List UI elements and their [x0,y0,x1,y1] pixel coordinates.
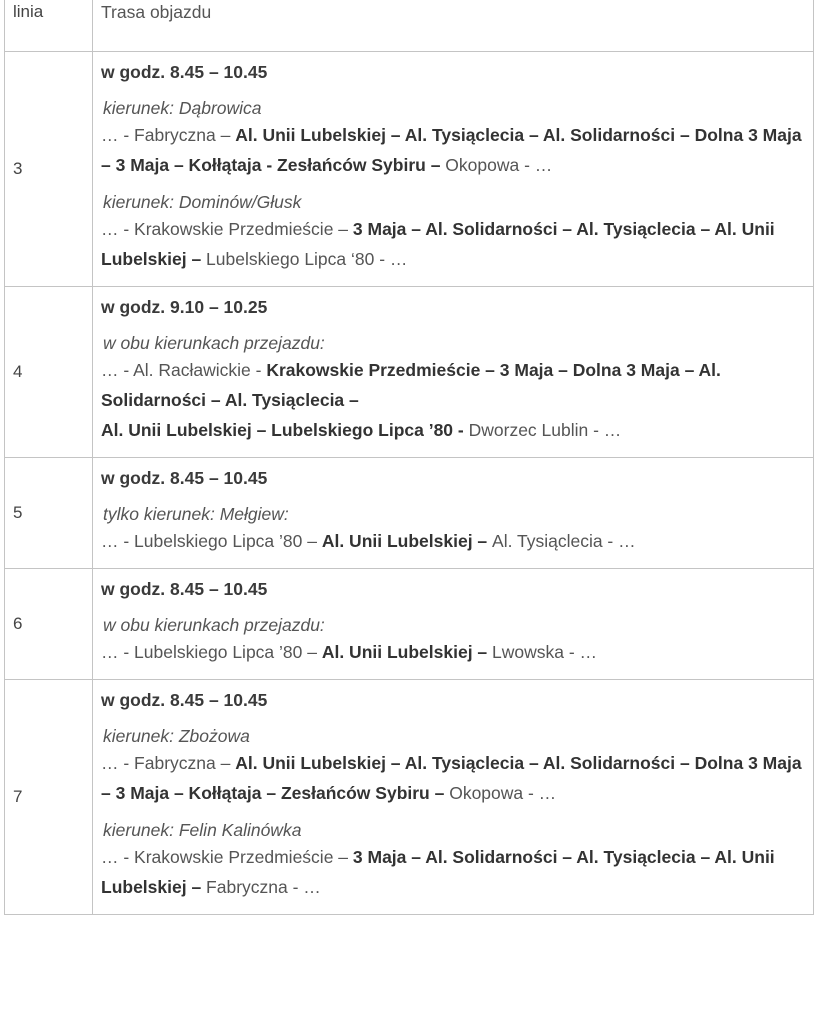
time-range: w godz. 8.45 – 10.45 [101,579,268,599]
route-segment: Okopowa - … [445,155,553,175]
route-segment-detour: Al. Unii Lubelskiej – [321,642,493,662]
route-text [101,214,803,274]
route-segment-detour: Al. Unii Lubelskiej – Al. Tysiąclecia – Al. Solidarności – Dolna 3 Maja – 3 Maja – Kołłątaja - Zesłańców Sybiru – [101,125,802,175]
line-number: 5 [5,458,93,569]
route-segment: Lwowska - … [492,642,598,662]
time-range: w godz. 9.10 – 10.25 [101,297,268,317]
route-segment-detour: 3 Maja – Al. Solidarności – Al. Tysiąclecia – Al. Unii Lubelskiej – [101,219,775,269]
line-number: 4 [5,287,93,458]
table-row [5,287,814,458]
header-line [5,0,93,52]
route-segment: Okopowa - … [449,783,557,803]
direction-label: w obu kierunkach przejazdu: [103,333,325,353]
direction-block [101,724,803,808]
header-route-label: Trasa objazdu [101,2,212,22]
route-segment: … - Krakowskie Przedmieście – [101,847,353,867]
route-text [101,355,803,445]
route-segment: … - Krakowskie Przedmieście – [101,219,353,239]
header-route [93,0,814,52]
route-segment-detour: Al. Unii Lubelskiej – [321,531,493,551]
route-cell [93,287,814,458]
route-text [101,842,803,902]
line-number: 3 [5,52,93,287]
table-row [5,458,814,569]
direction-label: kierunek: Dominów/Głusk [103,192,302,212]
route-segment: Fabryczna - … [206,877,321,897]
route-segment-detour: Krakowskie Przedmieście – 3 Maja – Dolna 3 Maja – Al. Solidarności – Al. Tysiąclecia – [101,360,721,410]
time-range: w godz. 8.45 – 10.45 [101,468,268,488]
direction-label: tylko kierunek: Mełgiew: [103,504,289,524]
route-segment-detour: Al. Unii Lubelskiej – Al. Tysiąclecia – Al. Solidarności – Dolna 3 Maja – 3 Maja – Kołłątaja – Zesłańców Sybiru – [101,753,802,803]
route-cell [93,569,814,680]
route-text [101,748,803,808]
route-segment-detour: Al. Unii Lubelskiej – Lubelskiego Lipca ’80 - [101,420,469,440]
line-number: 7 [5,680,93,915]
direction-label: kierunek: Dąbrowica [103,98,262,118]
route-segment: … - Lubelskiego Lipca ’80 – [101,642,322,662]
table-body [5,52,814,915]
time-range: w godz. 8.45 – 10.45 [101,62,268,82]
table-row [5,680,814,915]
direction-block [101,502,803,556]
table-header-row [5,0,814,52]
route-segment: … - Fabryczna – [101,125,236,145]
route-segment: Al. Tysiąclecia - … [492,531,636,551]
direction-block [101,190,803,274]
direction-label: kierunek: Zbożowa [103,726,250,746]
table-row [5,52,814,287]
route-text [101,120,803,180]
detour-table [4,0,814,915]
direction-block [101,331,803,445]
route-text [101,526,803,556]
time-range: w godz. 8.45 – 10.45 [101,690,268,710]
direction-block [101,96,803,180]
route-segment: Dworzec Lublin - … [468,420,622,440]
table-row [5,569,814,680]
route-cell [93,458,814,569]
route-cell [93,680,814,915]
line-number: 6 [5,569,93,680]
direction-block [101,818,803,902]
route-text [101,637,803,667]
direction-block [101,613,803,667]
header-line-label: linia [13,2,44,21]
route-cell [93,52,814,287]
route-segment: … - Fabryczna – [101,753,236,773]
route-segment: … - Lubelskiego Lipca ’80 – [101,531,322,551]
route-segment: Lubelskiego Lipca ‘80 - … [206,249,408,269]
direction-label: kierunek: Felin Kalinówka [103,820,302,840]
route-segment: … - Al. Racławickie - [101,360,267,380]
route-segment-detour: 3 Maja – Al. Solidarności – Al. Tysiąclecia – Al. Unii Lubelskiej – [101,847,775,897]
direction-label: w obu kierunkach przejazdu: [103,615,325,635]
